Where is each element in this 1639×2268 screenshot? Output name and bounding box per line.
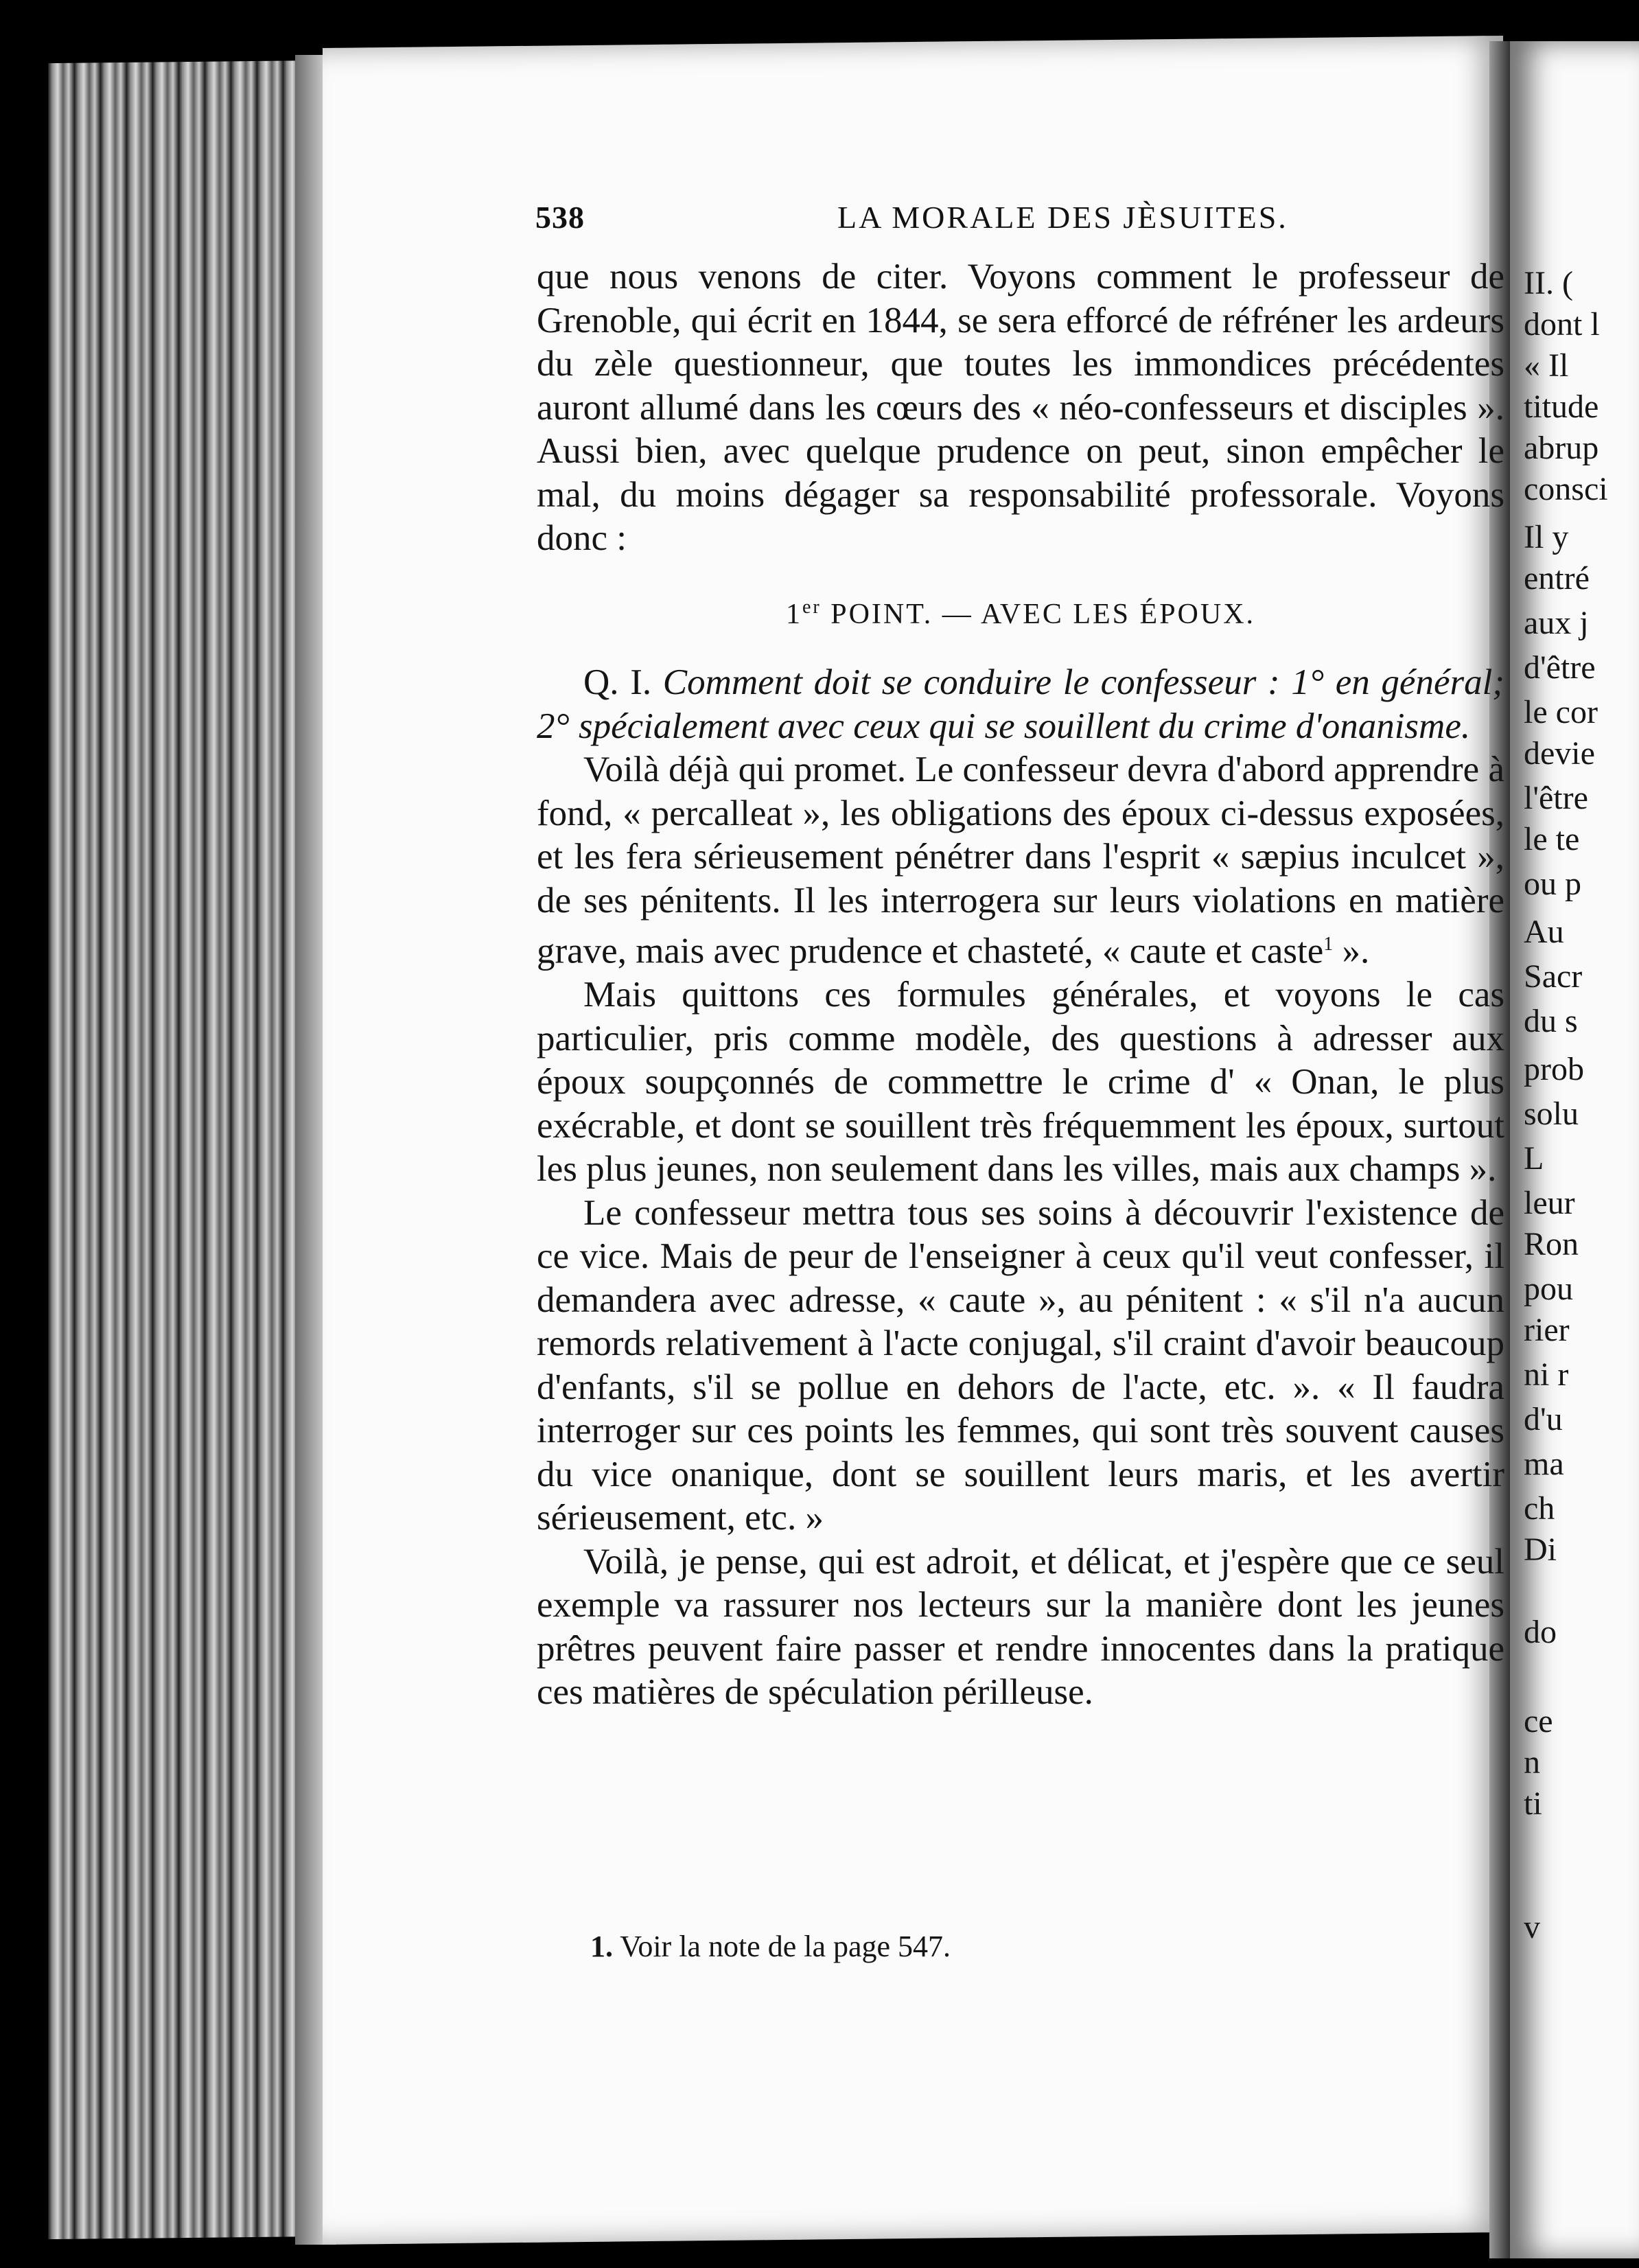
- facing-page-fragment: ni r: [1524, 1356, 1569, 1393]
- question: [537, 661, 1504, 748]
- page-number: 538: [535, 200, 585, 235]
- facing-page-fragment: Sacr: [1524, 958, 1583, 995]
- facing-page-fragment: d'u: [1524, 1401, 1563, 1437]
- facing-page-fragment: rier: [1524, 1312, 1570, 1348]
- footnote-number: 1.: [590, 1930, 613, 1963]
- facing-page-fragment: du s: [1524, 1003, 1578, 1039]
- facing-page-fragment: leur: [1524, 1185, 1575, 1221]
- facing-page-fragment: le cor: [1524, 694, 1598, 730]
- paragraph: que nous venons de citer. Voyons comment le professeur de Grenoble, qui écrit en 1844, se sera efforcé de réfréner les ardeurs du zèle questionneur, que toutes les immondices précédentes auront allumé dans les cœurs des « néo-confesseurs et disciples ». Aussi bien, avec quelque prudence on peut, sinon empêcher le mal, du moins dégager sa responsabilité professorale. Voyons donc :: [537, 257, 1504, 558]
- facing-page-fragment: ou p: [1524, 866, 1581, 902]
- facing-page-fragment: d'être: [1524, 649, 1596, 686]
- page-body: [537, 255, 1504, 1715]
- facing-page-fragment: ch: [1524, 1490, 1555, 1527]
- book-page-edge: [48, 60, 329, 2239]
- facing-page-fragment: ti: [1524, 1785, 1542, 1822]
- facing-page-fragment: do: [1524, 1614, 1557, 1650]
- facing-page-fragment: l'être: [1524, 780, 1588, 816]
- facing-page-fragment: consci: [1524, 471, 1608, 507]
- section-title: POINT. — AVEC LES ÉPOUX.: [830, 598, 1256, 630]
- paragraph: Mais quittons ces formules générales, et voyons le cas particulier, pris comme modèle, des questions à adresser aux époux soupçonnés de commettre le crime d' « Onan, le plus exécrable, et dont se souillent très fréquemment les époux, surtout les plus jeunes, non seulement dans les villes, mais aux champs ».: [537, 975, 1504, 1190]
- facing-page-fragment: solu: [1524, 1096, 1579, 1132]
- facing-page-fragment: dont l: [1524, 306, 1600, 343]
- paragraph-tail: ».: [1333, 931, 1370, 971]
- facing-page-fragment: « Il: [1524, 347, 1569, 384]
- facing-page-fragment: v: [1524, 1909, 1540, 1945]
- facing-page-fragment: prob: [1524, 1051, 1584, 1087]
- section-heading: [537, 586, 1504, 637]
- facing-page-fragment: Di: [1524, 1531, 1557, 1568]
- facing-page-fragment: L: [1524, 1140, 1544, 1177]
- running-title: LA MORALE DES JÈSUITES.: [837, 200, 1288, 235]
- facing-page-fragment: devie: [1524, 735, 1595, 772]
- facing-page: [1510, 41, 1639, 2258]
- section-ordinal: 1: [785, 598, 802, 630]
- facing-page-fragment: ce: [1524, 1703, 1553, 1739]
- footnote-text: Voir la note de la page 547.: [620, 1930, 951, 1963]
- section-ordinal-sup: er: [802, 596, 822, 618]
- footnote: [590, 1929, 1483, 1964]
- facing-page-fragment: II. (: [1524, 265, 1573, 301]
- paragraph-text: Voilà déjà qui promet. Le confesseur devra d'abord apprendre à fond, « percalleat », les obligations des époux ci-dessus exposées, et les fera sérieusement pénétrer dans l'esprit « sæpius inculcet », de ses pénitents. Il les interrogera sur leurs violations en matière grave, mais avec prudence et chasteté, « caute et caste: [537, 750, 1504, 971]
- facing-page-fragment: ma: [1524, 1446, 1564, 1482]
- facing-page-fragment: entré: [1524, 560, 1590, 597]
- question-lead: Q. I.: [583, 662, 652, 702]
- facing-page-fragment: Au: [1524, 914, 1564, 950]
- facing-page-fragment: pou: [1524, 1271, 1573, 1307]
- question-text: Comment doit se conduire le confesseur : 1° en général; 2° spécialement avec ceux qui se souillent du crime d'onanisme.: [537, 662, 1504, 746]
- footnote-marker: 1: [1323, 934, 1334, 955]
- facing-page-fragment: titude: [1524, 389, 1599, 425]
- facing-page-fragment: Ron: [1524, 1226, 1579, 1262]
- facing-page-fragment: aux j: [1524, 605, 1589, 641]
- facing-page-fragment: abrup: [1524, 430, 1599, 466]
- facing-page-fragment: n: [1524, 1744, 1540, 1781]
- facing-page-fragment: le te: [1524, 821, 1580, 857]
- facing-page-fragment: Il y: [1524, 519, 1569, 555]
- paragraph: Le confesseur mettra tous ses soins à découvrir l'existence de ce vice. Mais de peur de l'enseigner à ceux qu'il veut confesser, il demandera avec adresse, « caute », au pénitent : « s'il n'a aucun remords relativement à l'acte conjugal, s'il craint d'avoir beaucoup d'enfants, s'il se pollue en dehors de l'acte, etc. ». « Il faudra interroger sur ces points les femmes, qui sont très souvent causes du vice onanique, dont se souillent leurs maris, et les avertir sérieusement, etc. »: [537, 1192, 1504, 1538]
- paragraph: Voilà, je pense, qui est adroit, et délicat, et j'espère que ce seul exemple va rassurer nos lecteurs sur la manière dont les jeunes prêtres peuvent faire passer et rendre innocentes dans la pratique ces matières de spéculation périlleuse.: [537, 1541, 1504, 1713]
- paragraph: [537, 748, 1504, 973]
